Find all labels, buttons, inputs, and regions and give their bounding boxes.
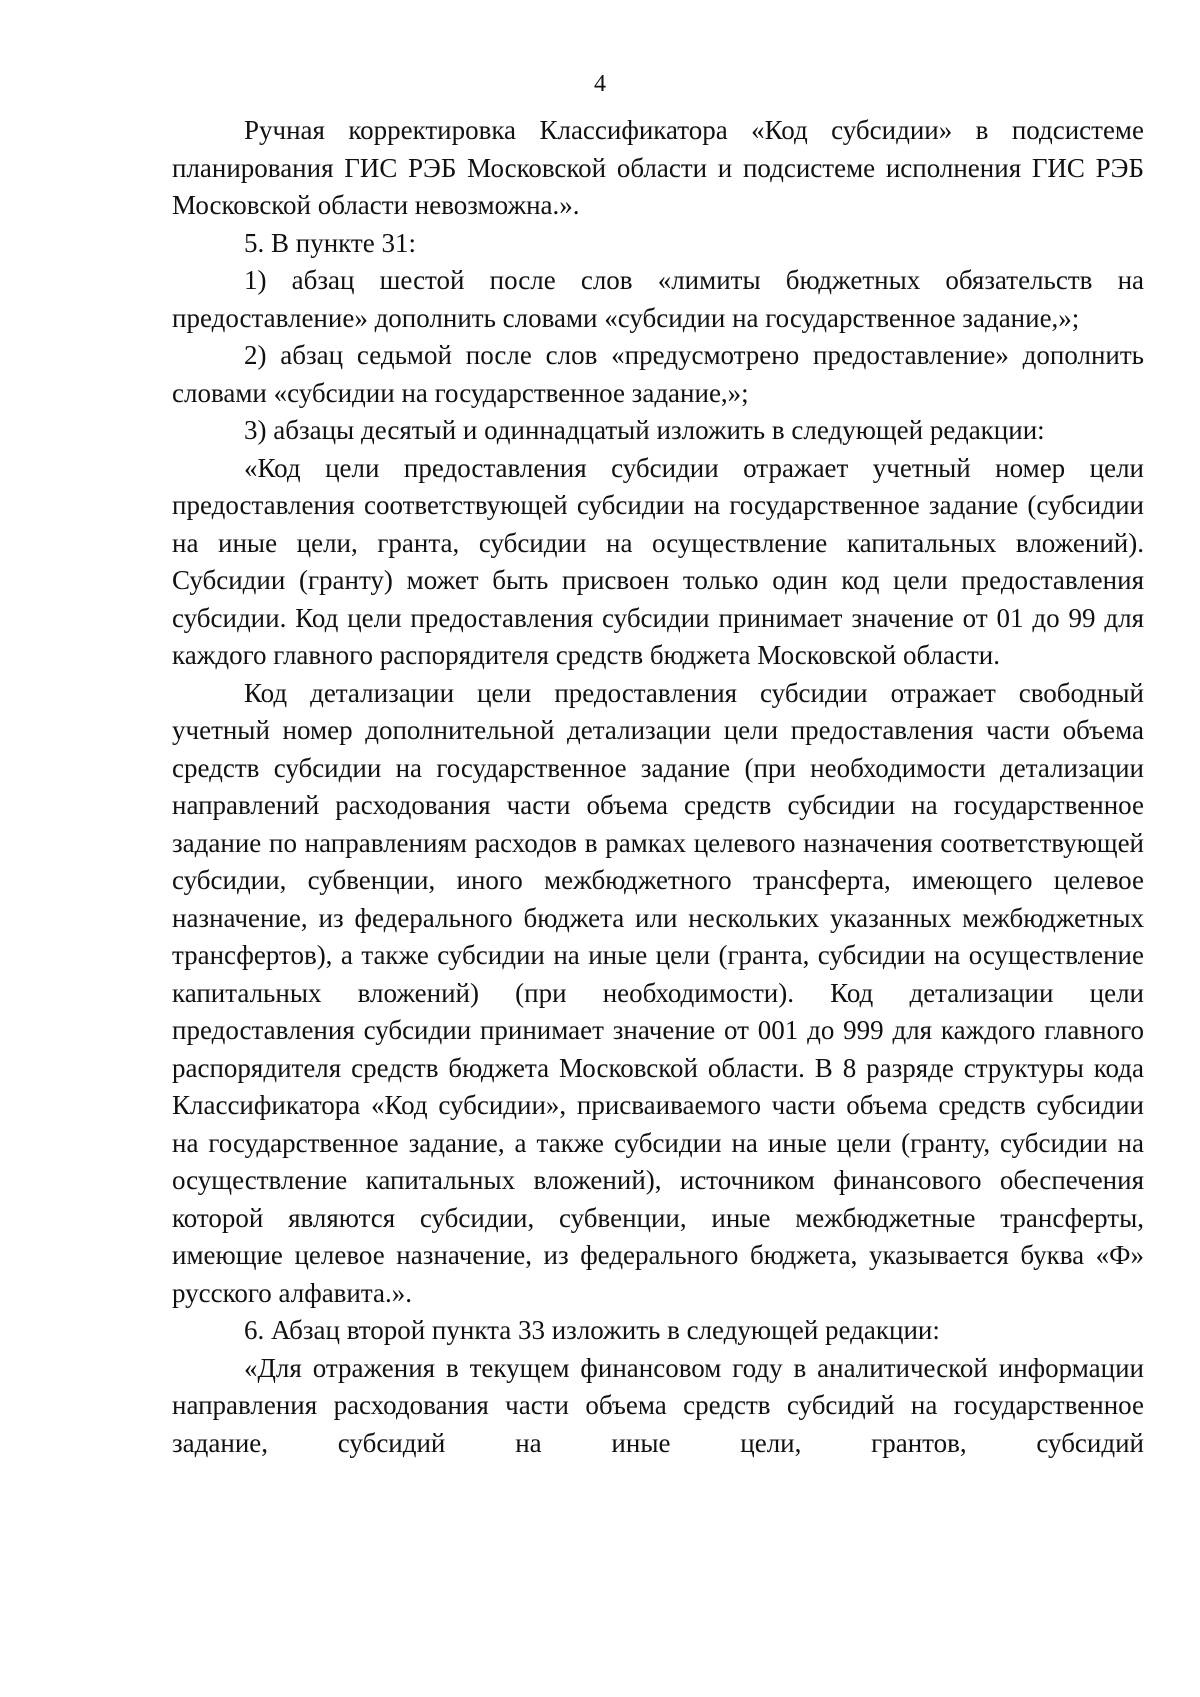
paragraph-detail-code: Код детализации цели предоставления субсидии отражает свободный учетный номер дополнительной детализации цели предоставления части объема средств субсидии на государственное задание (при необходимости детализации направлений расходования части объема средств субсидии на государственное задание по направлениям расходов в рамках целевого назначения соответствующей субсидии, субвенции, иного межбюджетного трансферта, имеющего целевое назначение, из федерального бюджета или нескольких указанных межбюджетных трансфертов), а также субсидии на иные цели (гранта, субсидии на осуществление капитальных вложений) (при необходимости). Код детализации цели предоставления субсидии принимает значение от 001 до 999 для каждого главного распорядителя средств бюджета Московской области. В 8 разряде структуры кода Классификатора «Код субсидии», присваиваемого части объема средств субсидии на государственное задание, а также субсидии на иные цели (гранту, субсидии на осуществление капитальных вложений), источником финансового обеспечения которой являются субсидии, субвенции, иные межбюджетные трансферты, имеющие целевое назначение, из федерального бюджета, указывается буква «Ф» русского алфавита.». [172, 677, 1144, 1308]
paragraph-manual-correction: Ручная корректировка Классификатора «Код субсидии» в подсистеме планирования ГИС РЭБ Московской области и подсистеме исполнения ГИС РЭБ Московской области невозможна.». [172, 115, 1144, 220]
paragraph-item-6-heading: 6. Абзац второй пункта 33 изложить в следующей редакции: [244, 1315, 940, 1345]
paragraph-item-6-text: «Для отражения в текущем финансовом году в аналитической информации направления расходования части объема средств субсидий на государственное задание, субсидий на иные цели, грантов, субсидий [172, 1352, 1144, 1458]
paragraph-subitem-3: 3) абзацы десятый и одиннадцатый изложить в следующей редакции: [244, 415, 1045, 445]
paragraph-item-5-heading: 5. В пункте 31: [244, 227, 416, 258]
paragraph-purpose-code: «Код цели предоставления субсидии отражает учетный номер цели предоставления соответствующей субсидии на государственное задание (субсидии на иные цели, гранта, субсидии на осуществление капитальных вложений). Субсидии (гранту) может быть присвоен только один код цели предоставления субсидии. Код цели предоставления субсидии принимает значение от 01 до 99 для каждого главного распорядителя средств бюджета Московской области. [172, 452, 1144, 670]
paragraph-subitem-2: 2) абзац седьмой после слов «предусмотрено предоставление» дополнить словами «субсидии на государственное задание,»; [172, 340, 1144, 408]
document-body [172, 112, 1144, 1462]
page-number: 4 [594, 71, 606, 97]
paragraph-subitem-1: 1) абзац шестой после слов «лимиты бюджетных обязательств на предоставление» дополнить словами «субсидии на государственное задание,»; [172, 265, 1144, 333]
